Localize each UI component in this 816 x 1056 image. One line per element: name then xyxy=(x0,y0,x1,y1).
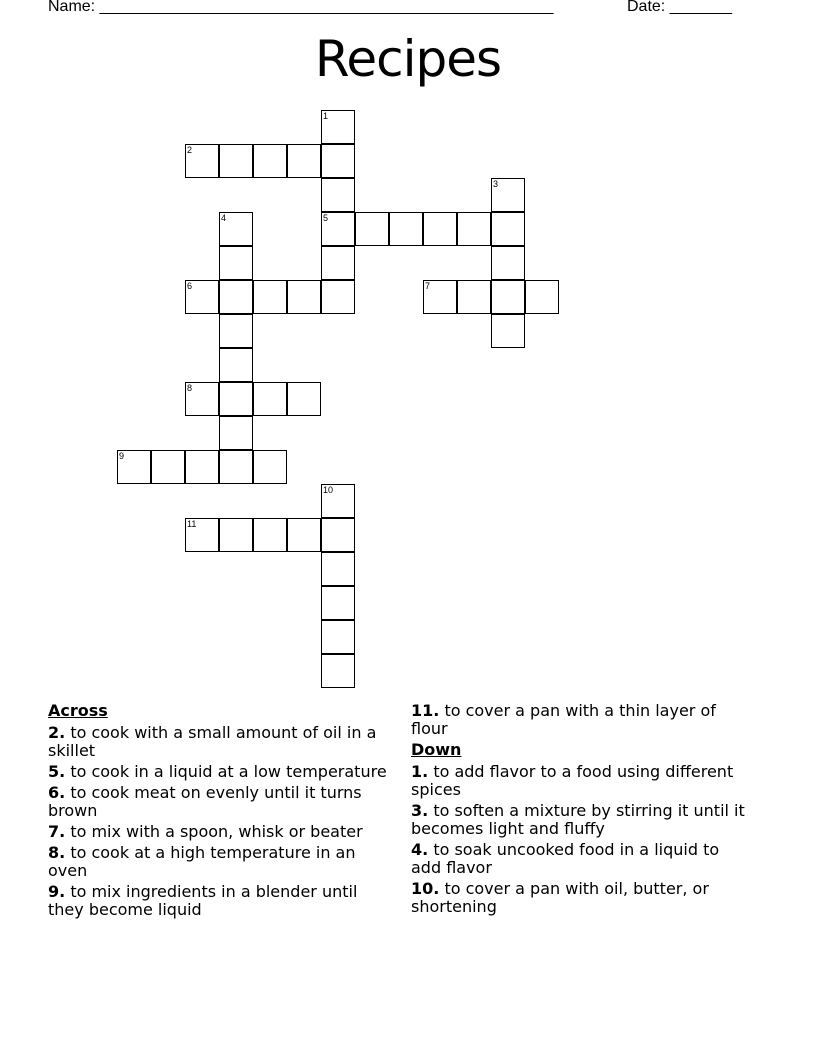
crossword-cell[interactable] xyxy=(219,348,253,382)
clue-number: 6. xyxy=(48,783,66,802)
crossword-cell[interactable] xyxy=(219,144,253,178)
clue-across-6 xyxy=(48,784,388,820)
crossword-cell[interactable] xyxy=(219,382,253,416)
crossword-cell[interactable] xyxy=(321,552,355,586)
clue-down-10 xyxy=(411,880,751,916)
clue-across-8 xyxy=(48,844,388,880)
clue-down-4 xyxy=(411,841,751,877)
crossword-cell[interactable] xyxy=(151,450,185,484)
clue-number: 2. xyxy=(48,723,66,742)
cell-number: 6 xyxy=(187,281,193,291)
cell-number: 7 xyxy=(425,281,431,291)
crossword-cell[interactable] xyxy=(321,620,355,654)
crossword-cell[interactable] xyxy=(321,246,355,280)
crossword-cell[interactable] xyxy=(219,246,253,280)
clue-number: 4. xyxy=(411,840,429,859)
clue-number: 1. xyxy=(411,762,429,781)
cell-number: 4 xyxy=(221,213,227,223)
clue-down-3 xyxy=(411,802,751,838)
crossword-cell[interactable] xyxy=(287,280,321,314)
crossword-cell[interactable] xyxy=(491,280,525,314)
crossword-cell[interactable] xyxy=(253,450,287,484)
crossword-cell[interactable] xyxy=(389,212,423,246)
crossword-cell[interactable] xyxy=(185,144,219,178)
crossword-cell[interactable] xyxy=(321,484,355,518)
clue-across-7 xyxy=(48,823,388,841)
crossword-cell[interactable] xyxy=(321,110,355,144)
clue-text: to cook with a small amount of oil in a skillet xyxy=(48,723,377,760)
clue-number: 10. xyxy=(411,879,440,898)
cell-number: 1 xyxy=(323,111,329,121)
crossword-cell[interactable] xyxy=(185,280,219,314)
clue-text: to add flavor to a food using different spices xyxy=(411,762,734,799)
crossword-cell[interactable] xyxy=(321,212,355,246)
clues-right-column xyxy=(411,702,751,919)
crossword-cell[interactable] xyxy=(185,382,219,416)
crossword-cell[interactable] xyxy=(321,518,355,552)
crossword-cell[interactable] xyxy=(457,280,491,314)
clue-text: to cover a pan with oil, butter, or shortening xyxy=(411,879,709,916)
crossword-cell[interactable] xyxy=(525,280,559,314)
cell-number: 11 xyxy=(187,519,197,529)
crossword-cell[interactable] xyxy=(321,144,355,178)
crossword-cell[interactable] xyxy=(491,246,525,280)
clue-text: to cook in a liquid at a low temperature xyxy=(70,762,387,781)
clue-number: 11. xyxy=(411,701,440,720)
crossword-cell[interactable] xyxy=(287,382,321,416)
crossword-cell[interactable] xyxy=(219,212,253,246)
crossword-cell[interactable] xyxy=(321,280,355,314)
crossword-cell[interactable] xyxy=(253,144,287,178)
crossword-cell[interactable] xyxy=(287,144,321,178)
crossword-cell[interactable] xyxy=(253,382,287,416)
clue-text: to mix ingredients in a blender until they become liquid xyxy=(48,882,358,919)
cell-number: 3 xyxy=(493,179,499,189)
page-title: Recipes xyxy=(314,30,502,88)
clue-number: 5. xyxy=(48,762,66,781)
crossword-cell[interactable] xyxy=(355,212,389,246)
clue-text: to soak uncooked food in a liquid to add flavor xyxy=(411,840,720,877)
crossword-cell[interactable] xyxy=(219,450,253,484)
cell-number: 10 xyxy=(323,485,334,495)
crossword-cell[interactable] xyxy=(321,178,355,212)
crossword-cell[interactable] xyxy=(219,314,253,348)
cell-number: 9 xyxy=(119,451,125,461)
crossword-cell[interactable] xyxy=(321,586,355,620)
clue-down-1 xyxy=(411,763,751,799)
clue-across-2 xyxy=(48,724,388,760)
clue-number: 3. xyxy=(411,801,429,820)
clue-across-9 xyxy=(48,883,388,919)
crossword-cell[interactable] xyxy=(185,518,219,552)
crossword-cell[interactable] xyxy=(423,212,457,246)
cell-number: 8 xyxy=(187,383,193,393)
clue-number: 9. xyxy=(48,882,66,901)
crossword-cell[interactable] xyxy=(219,416,253,450)
crossword-cell[interactable] xyxy=(491,178,525,212)
crossword-cell[interactable] xyxy=(321,654,355,688)
cell-number: 5 xyxy=(323,213,329,223)
clue-text: to cook at a high temperature in an oven xyxy=(48,843,356,880)
crossword-cell[interactable] xyxy=(219,518,253,552)
clue-text: to cover a pan with a thin layer of flour xyxy=(411,701,716,738)
crossword-cell[interactable] xyxy=(457,212,491,246)
crossword-cell[interactable] xyxy=(253,280,287,314)
crossword-cell[interactable] xyxy=(253,518,287,552)
crossword-cell[interactable] xyxy=(117,450,151,484)
crossword-cell[interactable] xyxy=(219,280,253,314)
clues-left-column xyxy=(48,702,388,922)
clue-across-11 xyxy=(411,702,751,738)
crossword-cell[interactable] xyxy=(491,314,525,348)
crossword-cell[interactable] xyxy=(185,450,219,484)
clue-text: to soften a mixture by stirring it until it becomes light and fluffy xyxy=(411,801,745,838)
clue-number: 7. xyxy=(48,822,66,841)
clue-text: to cook meat on evenly until it turns brown xyxy=(48,783,362,820)
date-field-label: Date: _______ xyxy=(627,0,732,15)
crossword-cell[interactable] xyxy=(423,280,457,314)
cell-number: 2 xyxy=(187,145,193,155)
crossword-cell[interactable] xyxy=(287,518,321,552)
down-heading: Down xyxy=(411,740,462,759)
name-field-label: Name: ___________________________________________________ xyxy=(48,0,554,15)
clue-number: 8. xyxy=(48,843,66,862)
crossword-cell[interactable] xyxy=(491,212,525,246)
clue-text: to mix with a spoon, whisk or beater xyxy=(70,822,363,841)
across-heading: Across xyxy=(48,701,108,720)
clue-across-5 xyxy=(48,763,388,781)
